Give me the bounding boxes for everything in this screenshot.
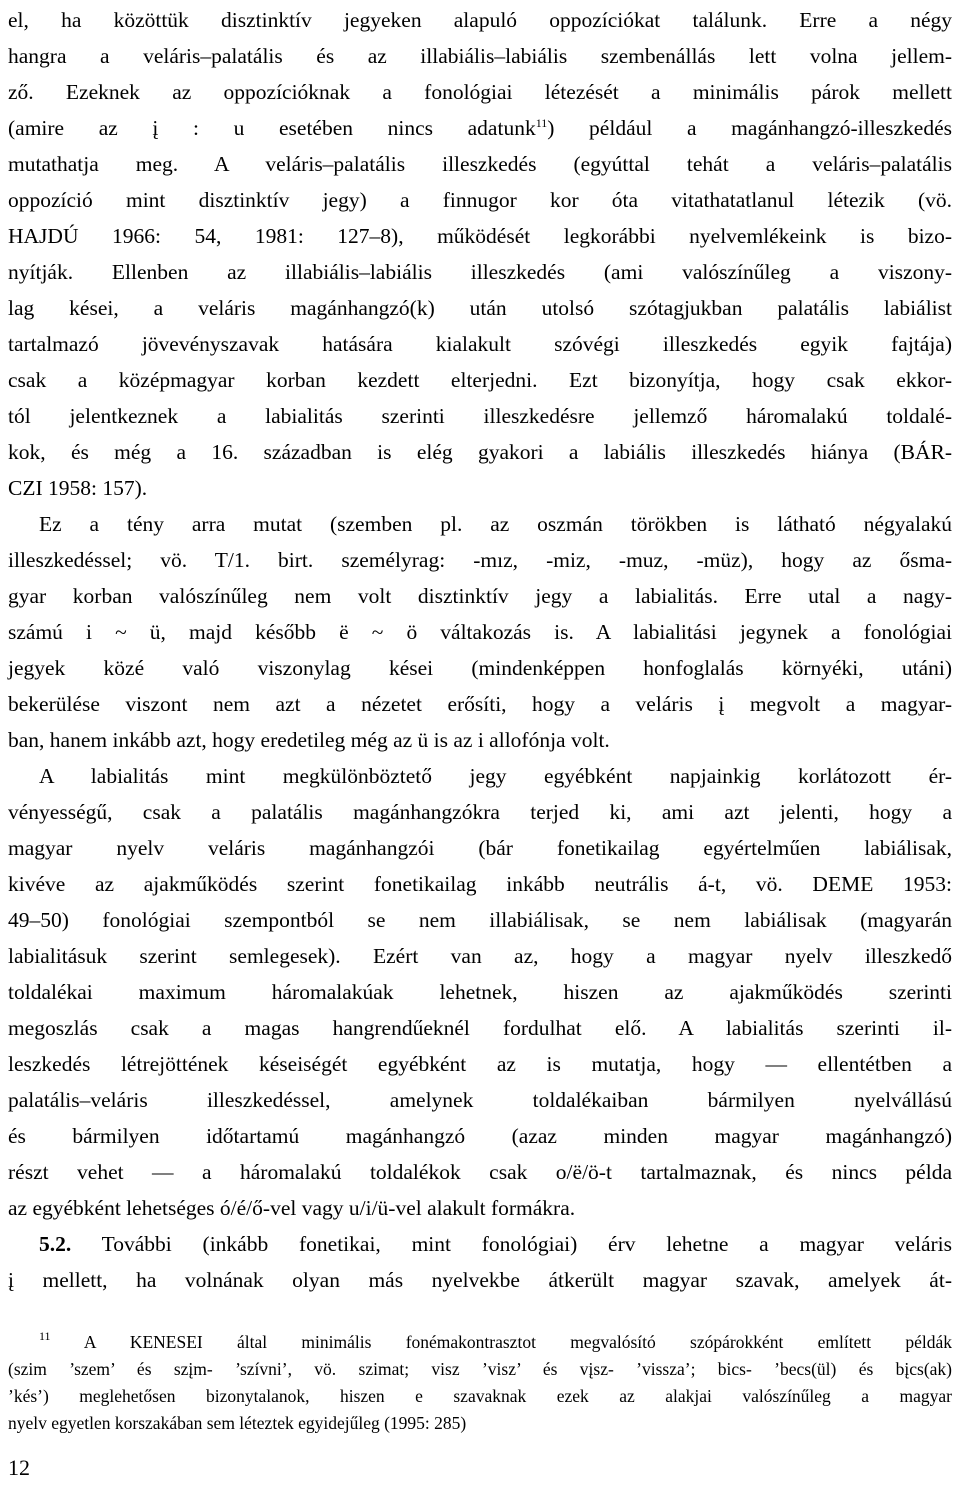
author-name: HAJDÚ — [8, 224, 79, 248]
text-line: bekerülése viszont nem azt a nézetet erősíti, hogy a veláris į megvolt a magyar- — [8, 692, 952, 716]
footnote-line: (szim ’szem’ és szįm- ’szívni’, vö. szimat; visz ’visz’ és vįsz- ’vissza’; bics- ’becs(ül) és bįcs(ak) — [8, 1359, 952, 1379]
text-line: vényességű, csak a palatális magánhangzókra terjed ki, ami azt jelenti, hogy a — [8, 800, 952, 824]
author-name: CZI — [8, 476, 43, 500]
text-line: hangra a veláris–palatális és az illabiális–labiális szembenállás lett volna jellem- — [8, 44, 952, 68]
text-line — [8, 218, 952, 254]
text-line: magyar nyelv veláris magánhangzói (bár fonetikailag egyértelműen labiálisak, — [8, 836, 952, 860]
footnote-number: 11 — [39, 1329, 51, 1343]
text-line: az egyébként lehetséges ó/é/ő-vel vagy u/i/ü-vel alakult formákra. — [8, 1196, 576, 1220]
footnote-line — [39, 1330, 952, 1354]
text-line: számú i ~ ü, majd később ë ~ ö váltakozás is. A labialitási jegynek a fonológiai — [8, 620, 952, 644]
text-line: tartalmazó jövevényszavak hatására kialakult szóvégi illeszkedés egyik fajtája) — [8, 332, 952, 356]
text-line: illeszkedéssel; vö. T/1. birt. személyrag: -mız, -miz, -muz, -müz), hogy az ősma- — [8, 548, 952, 572]
text-line: el, ha közöttük disztinktív jegyeken alapuló oppozíciókat találunk. Erre a négy — [8, 8, 952, 32]
section-number: 5.2. — [39, 1232, 72, 1256]
text-line: oppozíció mint disztinktív jegy) a finnugor kor óta vitathatatlanul létezik (vö. — [8, 188, 952, 212]
text-line: csak a középmagyar korban kezdett elterjedni. Ezt bizonyítja, hogy csak ekkor- — [8, 368, 952, 392]
text-line: nyítják. Ellenben az illabiális–labiális illeszkedés (ami valószínűleg a viszony- — [8, 260, 952, 284]
text-line: 49–50) fonológiai szempontból se nem illabiálisak, se nem labiálisak (magyarán — [8, 908, 952, 932]
footnote-ref: 11 — [535, 116, 548, 130]
text-line: toldalékai maximum háromalakúak lehetnek, hiszen az ajakműködés szerinti — [8, 980, 952, 1004]
text-line: leszkedés létrejöttének késeiségét egyébként az is mutatja, hogy — ellentétben a — [8, 1052, 952, 1076]
text-segment: 1958: 157). — [42, 476, 148, 500]
text-line — [39, 1226, 952, 1262]
footnote-line: nyelv egyetlen korszakában sem léteztek egyidejűleg (1995: 285) — [8, 1413, 467, 1433]
text-line: ző. Ezeknek az oppozícióknak a fonológiai létezését a minimális párok mellett — [8, 80, 952, 104]
text-line: A labialitás mint megkülönböztető jegy egyébként napjainkig korlátozott ér- — [39, 764, 952, 788]
text-line: palatális–veláris illeszkedéssel, amelynek toldalékaiban bármilyen nyelvállású — [8, 1088, 952, 1112]
text-segment: (amire az į : u esetében nincs adatunk — [8, 116, 536, 140]
text-line: mutathatja meg. A veláris–palatális illeszkedés (egyúttal tehát a veláris–palatális — [8, 152, 952, 176]
text-line: gyar korban valószínűleg nem volt disztinktív jegy a labialitás. Erre utal a nagy- — [8, 584, 952, 608]
page-number: 12 — [8, 1455, 30, 1480]
text-line: részt vehet — a háromalakú toldalékok csak o/ë/ö-t tartalmaznak, és nincs példa — [8, 1160, 952, 1184]
text-line: kok, és még a 16. században is elég gyakori a labiális illeszkedés hiánya (BÁR- — [8, 440, 952, 464]
text-line: jegyek közé való viszonylag kései (mindenképpen honfoglalás környéki, utáni) — [8, 656, 952, 680]
text-line: labialitásuk szerint semlegesek). Ezért van az, hogy a magyar nyelv illeszkedő — [8, 944, 952, 968]
footnote-line: ’kés’) meglehetősen bizonytalanok, hiszen e szavaknak ezek az alakjai valószínűleg a magyar — [8, 1386, 952, 1406]
text-line: į mellett, ha volnának olyan más nyelvekbe átkerült magyar szavak, amelyek át- — [8, 1268, 952, 1292]
text-line — [8, 110, 952, 146]
text-segment: 1966: 54, 1981: 127–8), működését legkorábbi nyelvemlékeink is bizo- — [78, 224, 952, 248]
text-segment: ) például a magánhangzó-illeszkedés — [547, 116, 952, 140]
text-segment: A KENESEI által minimális fonémakontrasztot megvalósító szópárokként említett példák — [50, 1332, 952, 1352]
text-line — [8, 470, 952, 506]
text-line: ban, hanem inkább azt, hogy eredetileg még az ü is az i allofónja volt. — [8, 728, 610, 752]
text-line: lag kései, a veláris magánhangzó(k) után utolsó szótagjukban palatális labiálist — [8, 296, 952, 320]
text-line: és bármilyen időtartamú magánhangzó (azaz minden magyar magánhangzó) — [8, 1124, 952, 1148]
text-line: megoszlás csak a magas hangrendűeknél fordulhat elő. A labialitás szerinti il- — [8, 1016, 952, 1040]
text-segment: További (inkább fonetikai, mint fonológiai) érv lehetne a magyar veláris — [71, 1232, 952, 1256]
text-line: kivéve az ajakműködés szerint fonetikailag inkább neutrális á-t, vö. DEME 1953: — [8, 872, 952, 896]
text-line: Ez a tény arra mutat (szemben pl. az oszmán törökben is látható négyalakú — [39, 512, 952, 536]
text-line: tól jelentkeznek a labialitás szerinti illeszkedésre jellemző háromalakú toldalé- — [8, 404, 952, 428]
